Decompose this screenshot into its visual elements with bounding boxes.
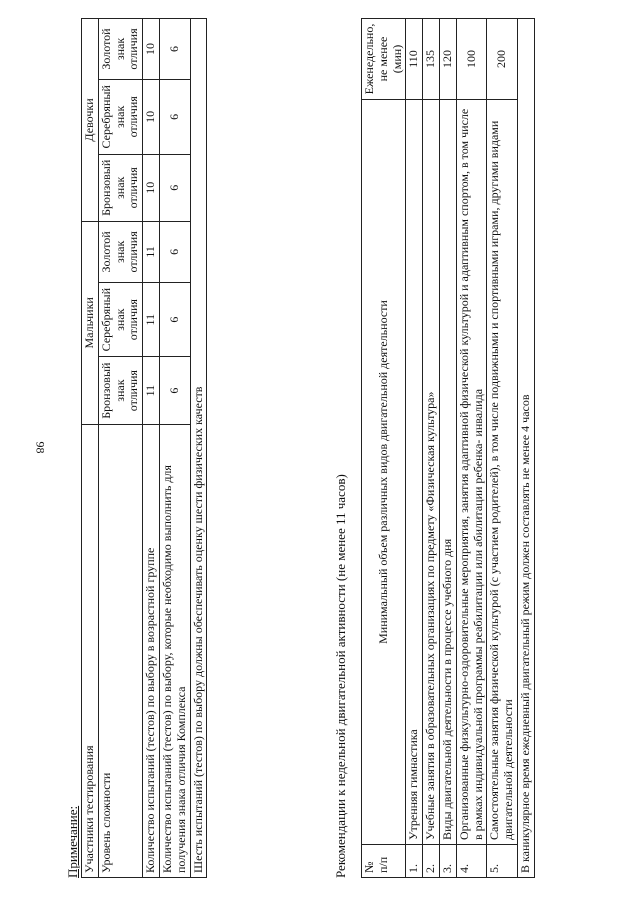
row-text: Утренняя гимнастика <box>406 100 423 845</box>
row-value: 120 <box>439 19 456 100</box>
row-text: Учебные занятия в образовательных организациях по предмету «Физическая культура» <box>423 100 440 845</box>
note-title: Примечание: <box>65 805 80 878</box>
row-text: Самостоятельные занятия физической культурой (с участием родителей), в том числе подвижными и спортивными играми, другими видами двигательной деятельности <box>487 100 518 845</box>
badge-header: Золотой знак отличия <box>98 221 142 282</box>
row-text: Организованные физкультурно-оздоровительные мероприятия, занятия адаптивной физической культурой и адаптивным спортом, в том числе в рамках индивидуальной программы реабилитации или абилитации ребенка- инвалида <box>456 100 487 845</box>
row-num: 2. <box>423 845 440 878</box>
badge-header: Золотой знак отличия <box>98 19 142 80</box>
row-value: 135 <box>423 19 440 100</box>
cell-value: 6 <box>159 357 190 424</box>
badge-header: Бронзовый знак отличия <box>98 357 142 424</box>
page-number: 98 <box>33 441 48 454</box>
testing-levels-table <box>81 18 207 878</box>
badge-header: Серебряный знак отличия <box>98 282 142 357</box>
weekly-activity-table <box>361 18 535 878</box>
table-row <box>159 19 190 878</box>
rotated-document <box>65 18 640 878</box>
cell-value: 6 <box>159 79 190 154</box>
boys-header: Мальчики <box>82 221 99 424</box>
row3-text: Шесть испытаний (тестов) по выбору должны обеспечивать оценку шести физических качеств <box>190 19 207 878</box>
table-row <box>423 19 440 878</box>
row-value: 110 <box>406 19 423 100</box>
table-row <box>487 19 518 878</box>
table-row <box>406 19 423 878</box>
table-row <box>98 19 142 878</box>
cell-value: 6 <box>159 19 190 80</box>
cell-value: 11 <box>143 282 160 357</box>
col-num-header: № п/п <box>362 845 406 878</box>
footer-text: В каникулярное время ежедневный двигательный режим должен составлять не менее 4 часов <box>517 19 534 878</box>
cell-value: 6 <box>159 282 190 357</box>
cell-value: 11 <box>143 221 160 282</box>
row1-label: Количество испытаний (тестов) по выбору в возрастной группе <box>143 424 160 877</box>
cell-value: 10 <box>143 19 160 80</box>
girls-header: Девочки <box>82 19 99 222</box>
badge-header: Бронзовый знак отличия <box>98 154 142 221</box>
row-text: Виды двигательной деятельности в процессе учебного дня <box>439 100 456 845</box>
table-row <box>362 19 406 878</box>
level-label: Уровень сложности <box>98 424 142 877</box>
table-row <box>82 19 99 878</box>
cell-value: 10 <box>143 79 160 154</box>
row-num: 5. <box>487 845 518 878</box>
col-activity-header: Минимальный объем различных видов двигательной деятельности <box>362 100 406 845</box>
row-num: 3. <box>439 845 456 878</box>
cell-value: 6 <box>159 154 190 221</box>
table-row <box>517 19 534 878</box>
table-row <box>143 19 160 878</box>
cell-value: 6 <box>159 221 190 282</box>
table-row <box>190 19 207 878</box>
table-row <box>439 19 456 878</box>
row-num: 4. <box>456 845 487 878</box>
recommendations-title: Рекомендации к недельной двигательной активности (не менее 11 часов) <box>333 474 348 878</box>
row-value: 100 <box>456 19 487 100</box>
cell-value: 11 <box>143 357 160 424</box>
row2-label: Количество испытаний (тестов) по выбору, которые необходимо выполнить для получения знака отличия Комплекса <box>159 424 190 877</box>
row-value: 200 <box>487 19 518 100</box>
badge-header: Серебряный знак отличия <box>98 79 142 154</box>
cell-value: 10 <box>143 154 160 221</box>
row-num: 1. <box>406 845 423 878</box>
participants-label: Участники тестирования <box>82 424 99 877</box>
table-row <box>456 19 487 878</box>
col-weekly-header: Еженедельно, не менее (мин) <box>362 19 406 100</box>
